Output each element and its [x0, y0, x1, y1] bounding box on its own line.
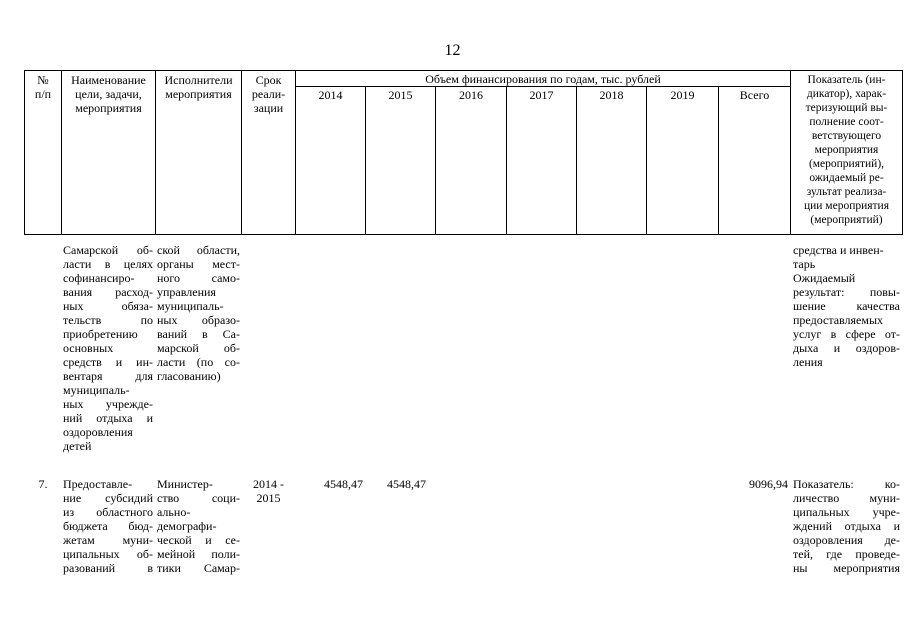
header-year-2017: 2017	[529, 88, 554, 102]
row-7-executors: Министер- ство соци- ально- демографи- ческой и се- мейной поли- тики Самар-	[157, 477, 240, 575]
header-executors: Исполнители мероприятия	[164, 73, 233, 101]
continued-row-executors: ской области, органы мест- ного само- управления муниципаль- ных образо- ваний в Са- марской об- ласти (по со- гласованию)	[157, 243, 240, 383]
continued-row-indicator: средства и инвен- тарь Ожидаемый результат: повы- шение качества предоставляемых услуг в сфере от- дыха и оздоров- ления	[793, 243, 900, 369]
row-7-value-2015: 4548,47	[387, 477, 426, 491]
header-name: Наименование цели, задачи, мероприятия	[71, 73, 146, 115]
header-indicator: Показатель (ин- дикатор), харак- теризующий вы- полнение соот- ветствующего мероприятия (мероприятий), ожидаемый ре- зультат реализа- ции мероприятия (мероприятий)	[803, 74, 890, 226]
page-number: 12	[444, 42, 461, 59]
continued-row-name: Самарской об- ласти в целях софинансиро- вания расход- ных обяза- тельств по приобретению основных средств и ин- вентаря для муниципаль- ных учрежде- ний отдыха и оздоровления детей	[63, 243, 153, 453]
header-funding-title: Объем финансирования по годам, тыс. рублей	[425, 72, 661, 86]
header-number: № п/п	[34, 73, 52, 101]
header-total: Всего	[739, 88, 770, 102]
row-7-number: 7.	[38, 477, 48, 491]
header-year-2018: 2018	[599, 88, 624, 102]
header-year-2019: 2019	[670, 88, 695, 102]
header-year-2014: 2014	[318, 88, 343, 102]
row-7-name: Предоставле- ние субсидий из областного бюджета бюд- жетам муни- ципальных об- разований в	[63, 477, 153, 575]
row-7-indicator: Показатель: ко- личество муни- ципальных учре- ждений отдыха и оздоровления де- тей, где проведе- ны мероприятия	[793, 477, 900, 575]
header-year-2016: 2016	[459, 88, 483, 102]
row-7-value-2014: 4548,47	[324, 477, 363, 491]
header-year-2015: 2015	[388, 88, 413, 102]
row-7-total: 9096,94	[749, 477, 788, 491]
row-7-term: 2014 - 2015	[253, 477, 284, 505]
header-term: Срок реали- зации	[251, 73, 286, 115]
